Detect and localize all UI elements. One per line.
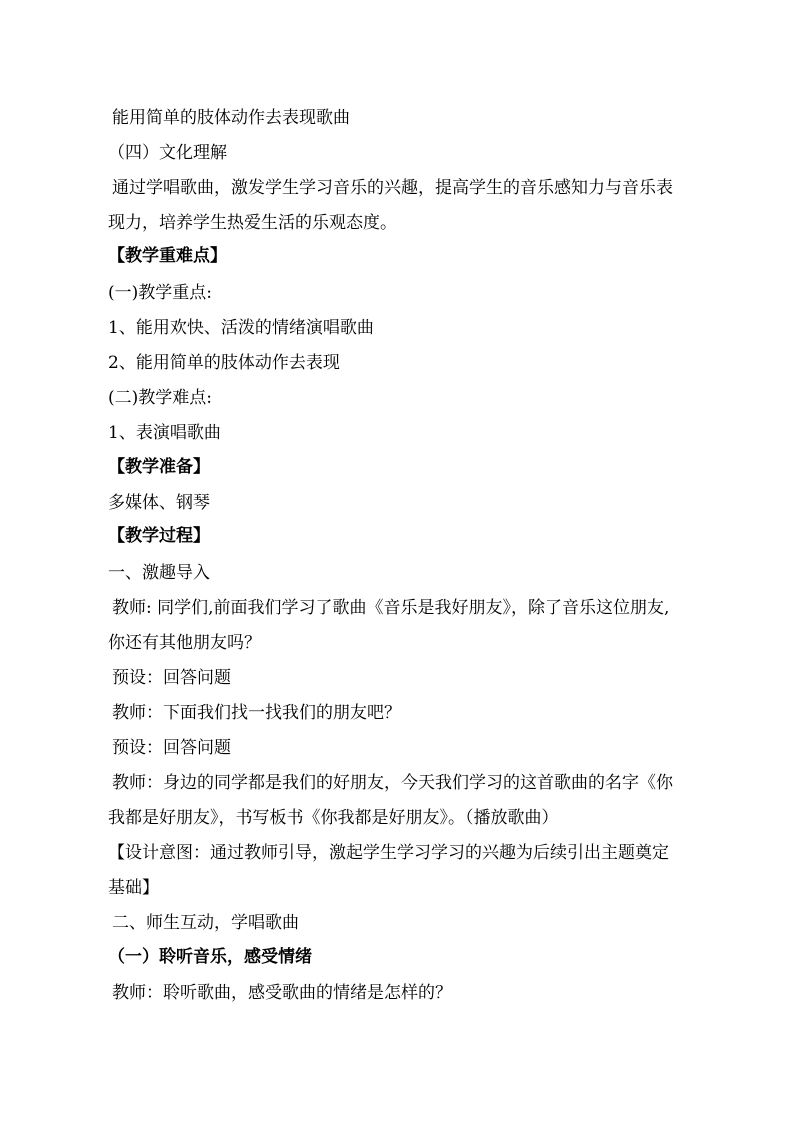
section-heading-process: 【教学过程】 <box>108 526 210 546</box>
text-line: 通过学唱歌曲，激发学生学习音乐的兴趣，提高学生的音乐感知力与音乐表 <box>112 178 673 198</box>
design-intent-note: 基础】 <box>108 878 159 898</box>
design-intent-note: 【设计意图：通过教师引导，激起学生学习学习的兴趣为后续引出主题奠定 <box>108 843 669 863</box>
section-heading-preparation: 【教学准备】 <box>108 457 210 477</box>
text-line: 教师: 同学们,前面我们学习了歌曲《音乐是我好朋友》，除了音乐这位朋友, <box>112 598 670 618</box>
subheading-difficulties: (二)教学难点: <box>108 388 212 408</box>
text-line: 教师：身边的同学都是我们的好朋友，今天我们学习的这首歌曲的名字《你 <box>112 773 673 793</box>
text-line: 预设：回答问题 <box>112 668 231 688</box>
list-item: 1、表演唱歌曲 <box>108 423 221 443</box>
list-item: 2、能用简单的肢体动作去表现 <box>108 353 340 373</box>
subheading-listen: （一）聆听音乐，感受情绪 <box>108 947 312 967</box>
section-heading-cultural-understanding: （四）文化理解 <box>108 143 227 163</box>
text-line: 教师：下面我们找一找我们的朋友吧？ <box>112 703 401 723</box>
text-line: 预设：回答问题 <box>112 738 231 758</box>
text-line: 教师：聆听歌曲，感受歌曲的情绪是怎样的？ <box>112 983 452 1003</box>
subheading-intro: 一、激趣导入 <box>108 563 210 583</box>
text-line: 现力，培养学生热爱生活的乐观态度。 <box>108 213 397 233</box>
text-line: 多媒体、钢琴 <box>108 493 210 513</box>
list-item: 1、能用欢快、活泼的情绪演唱歌曲 <box>108 318 374 338</box>
subheading-interaction: 二、师生互动，学唱歌曲 <box>112 913 299 933</box>
subheading-key-points: (一)教学重点: <box>108 283 212 303</box>
text-line: 我都是好朋友》，书写板书《你我都是好朋友》。（播放歌曲） <box>108 808 559 828</box>
text-line: 你还有其他朋友吗？ <box>108 633 261 653</box>
text-line: 能用简单的肢体动作去表现歌曲 <box>112 108 350 128</box>
section-heading-key-difficulties: 【教学重难点】 <box>108 246 227 266</box>
